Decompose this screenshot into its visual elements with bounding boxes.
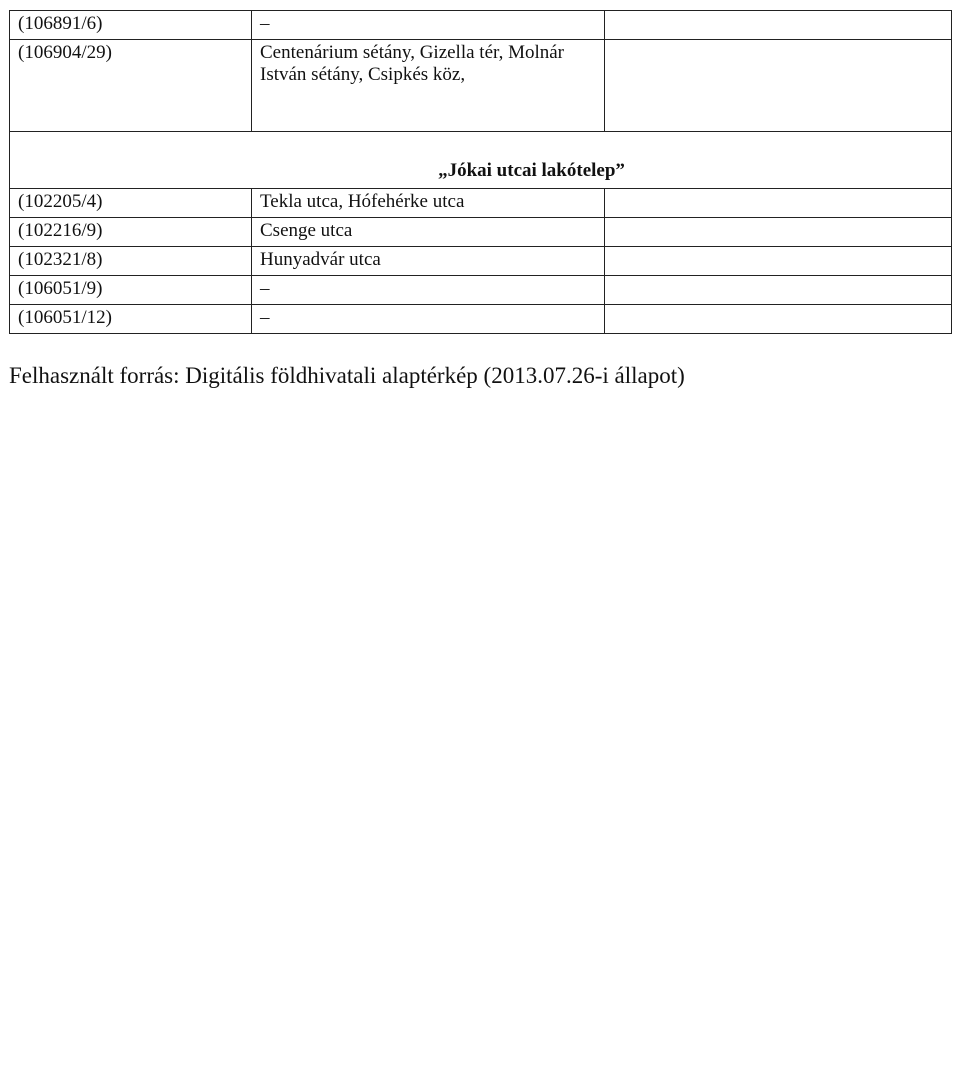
table-row — [10, 276, 952, 305]
street-name-cell: – — [252, 305, 605, 334]
table-row — [10, 305, 952, 334]
street-name-cell: Csenge utca — [252, 218, 605, 247]
parcel-number-cell: (106904/29) — [10, 40, 252, 132]
section-heading-row — [10, 132, 952, 189]
table-row — [10, 218, 952, 247]
parcel-number-cell: (102205/4) — [10, 189, 252, 218]
parcel-street-table — [9, 10, 952, 334]
parcel-number-cell: (106891/6) — [10, 11, 252, 40]
street-name-cell: Tekla utca, Hófehérke utca — [252, 189, 605, 218]
table-row — [10, 11, 952, 40]
note-cell — [605, 11, 952, 40]
note-cell — [605, 305, 952, 334]
section-heading: „Jókai utcai lakótelep” — [10, 132, 952, 189]
note-cell — [605, 276, 952, 305]
street-name-cell: – — [252, 276, 605, 305]
table-row — [10, 40, 952, 132]
note-cell — [605, 218, 952, 247]
street-name-cell: Hunyadvár utca — [252, 247, 605, 276]
parcel-number-cell: (102216/9) — [10, 218, 252, 247]
table-row — [10, 247, 952, 276]
parcel-number-cell: (102321/8) — [10, 247, 252, 276]
parcel-number-cell: (106051/9) — [10, 276, 252, 305]
street-name-cell: – — [252, 11, 605, 40]
note-cell — [605, 247, 952, 276]
note-cell — [605, 189, 952, 218]
source-note: Felhasznált forrás: Digitális földhivatali alaptérkép (2013.07.26-i állapot) — [9, 363, 685, 388]
street-name-cell: Centenárium sétány, Gizella tér, Molnár István sétány, Csipkés köz, — [252, 40, 605, 132]
note-cell — [605, 40, 952, 132]
parcel-number-cell: (106051/12) — [10, 305, 252, 334]
table-row — [10, 189, 952, 218]
